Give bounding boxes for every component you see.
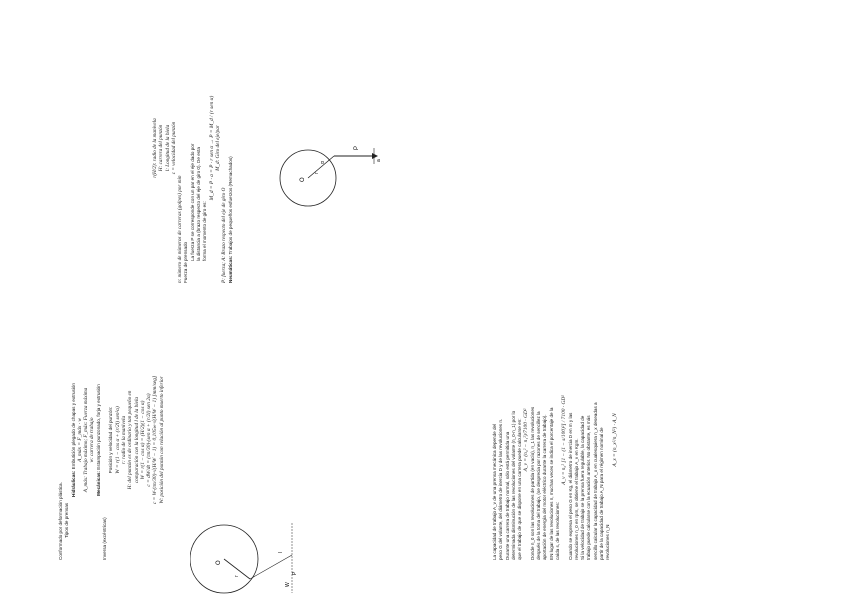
arrowhead-icon xyxy=(372,153,378,159)
heading: Conformado por deformación plástica. xyxy=(58,482,63,560)
paragraph-line: la distancia a (brazo respecto del eje de giro 0). De esta xyxy=(196,147,202,261)
stroke-definition: H: carrera del punzón xyxy=(158,124,165,172)
inversa-label: Inversa (excéntricas) xyxy=(102,517,108,560)
r-definition: r: radio de la manivela xyxy=(120,415,127,465)
paragraph-line: revoluciones n_N xyxy=(605,524,611,560)
label-alpha: α xyxy=(320,161,326,164)
press-force-column xyxy=(152,13,234,283)
paragraph-line: peso G del volante, del diámetro de inercia D y de las revoluciones n. xyxy=(498,418,504,560)
equation-c2: c = W·(πn/30)·√(H/W − 1) = 0,105w·√(H/W − 1) [mm/seg] xyxy=(152,375,159,505)
crank-radius-line xyxy=(308,156,334,178)
label-w: W xyxy=(285,582,291,587)
position-title: Posición y velocidad del punzón: xyxy=(108,406,114,474)
label-p: P xyxy=(354,145,360,150)
paragraph-line: después de la toma del trabajo, (se desprecia por razones de sencillez la xyxy=(536,411,542,560)
h-definition: H: del punzón es de ordinario y tan pequeño en xyxy=(127,390,134,490)
hidraulicas-label: Hidráulicas: xyxy=(70,470,76,497)
p-definition: P: fuerza; A: Brazo respecto del eje de giro O xyxy=(221,187,228,283)
w-definition: w: carrera de trabajo xyxy=(89,417,96,463)
paragraph-line: que el trabajo de que se dispone en una carrera puede calcularse en: xyxy=(517,418,523,560)
equation-ax: A_x = (n_x²/n_N²) · A_N xyxy=(611,413,618,467)
crank-diagram xyxy=(190,515,300,595)
label-l: l xyxy=(278,551,284,553)
paragraph-line: La capacidad de trabajo A_v de una prensa mecánica depende del xyxy=(492,423,497,560)
paragraph-line: partir de la capacidad de trabajo A_N para el régimen nominal de xyxy=(599,427,605,560)
label-a: a xyxy=(376,159,382,162)
hidraulicas-text: Embutición plegado de chapas y extrusión xyxy=(70,383,76,470)
paragraph-line: Durante una carrera de trabajo normal, sólo está permitida una xyxy=(504,431,510,560)
paragraph-line: Cuando se expresa el peso G en Kg, el diámetro de inercia D en m y las xyxy=(567,412,573,560)
equation-av2: A_v = n₀² [1 − (1 − s/100)²] / 7100 · GD² xyxy=(561,395,568,485)
connecting-rod xyxy=(250,555,292,579)
types-title: Tipos de prensas xyxy=(64,502,70,538)
paragraph-line: trabajo puede calcularse con la ecuación anterior. No obstante, es más xyxy=(586,415,592,560)
label-o: O xyxy=(300,177,306,182)
paragraph-line: aportación de energía del motor eléctrico durante la carrera de trabajo). xyxy=(542,414,548,560)
w-position-definition: W: posición del punzón con relación al punto muerto inferior xyxy=(158,376,165,504)
flywheel-column xyxy=(492,320,618,560)
strokes-definition: n: número de números de carreras (golpes) por min xyxy=(177,175,184,283)
h-definition-2: comparación con la longitud l de la biela xyxy=(133,397,140,484)
speed-definition: c = velocidad del punzón xyxy=(170,121,177,175)
label-r: r xyxy=(314,172,320,174)
equation-md: M_d = P · a = P · r sen α → P = M_d / (r sen α) xyxy=(208,95,215,201)
label-o: O xyxy=(216,560,222,565)
md-definition: M_d: Giro del eje/par xyxy=(214,125,221,171)
paragraph-line: caída s, de las revoluciones: xyxy=(554,502,560,560)
force-diagram xyxy=(262,118,392,208)
mecanicas-text: Estampación punzonado, forja y extrusión xyxy=(95,384,101,470)
equation-w2: W = r(1 − cos α) = (H/2)(1 − cos α) xyxy=(139,400,146,480)
radius-definition: r(H/2): radio de la manivela xyxy=(152,118,158,178)
paragraph-line: La fuerza P se corresponde con un par en el eje dado por xyxy=(189,143,195,261)
paragraph-line: Si la velocidad de trabajo se la prensa fuera regulable, la capacidad de xyxy=(580,415,586,560)
neumaticas-label: Neumáticas: xyxy=(227,255,233,283)
equation-amax: A_máx = F_máx · w xyxy=(76,418,83,462)
equation-w1: W = r(1 − cos α + (r/2l) sen²α) xyxy=(114,406,121,474)
paragraph-line: forma el momento de giro es: xyxy=(202,201,208,261)
paragraph-line: sencillo calcular la capacidad de trabajo A_x en cualesquiera n_x deseadas a xyxy=(592,402,598,560)
amax-definition: A_máx: Trabajo máximo; F_máx: Fuerza máxima xyxy=(83,387,90,493)
equation-av1: A_v = (n₀² − n₁²)/7100 · GD² xyxy=(523,408,530,472)
press-types-column xyxy=(58,320,165,560)
paragraph-line: determinada disminución de las revoluciones del volante (n_0-n_1) por lo xyxy=(510,410,516,560)
force-title: Fuerza de prensado xyxy=(183,241,189,283)
paragraph-line: Donde n_0 son las revoluciones de partida (en vacío), n_1 las revoluciones xyxy=(529,406,535,560)
label-r: r xyxy=(234,575,240,577)
equation-c1: c = dW/dt = (πn/30)·(sen α + (r/2l) sen 2α) xyxy=(146,393,153,487)
label-p: P xyxy=(292,571,298,575)
mecanicas-label: Mecánicas: xyxy=(95,471,101,496)
paragraph-line: EN lugar de las revoluciones n, muchas veces se indica el porcentaje de la xyxy=(548,407,554,560)
length-definition: l: Longitud de la biela xyxy=(164,124,171,172)
paragraph-line: revoluciones n_0 en rpm, se obtiene el trabajo A_v en Kgm. xyxy=(573,438,579,560)
neumaticas-text: Trabajos de pequeños esfuerzos (Remachados) xyxy=(227,156,233,255)
